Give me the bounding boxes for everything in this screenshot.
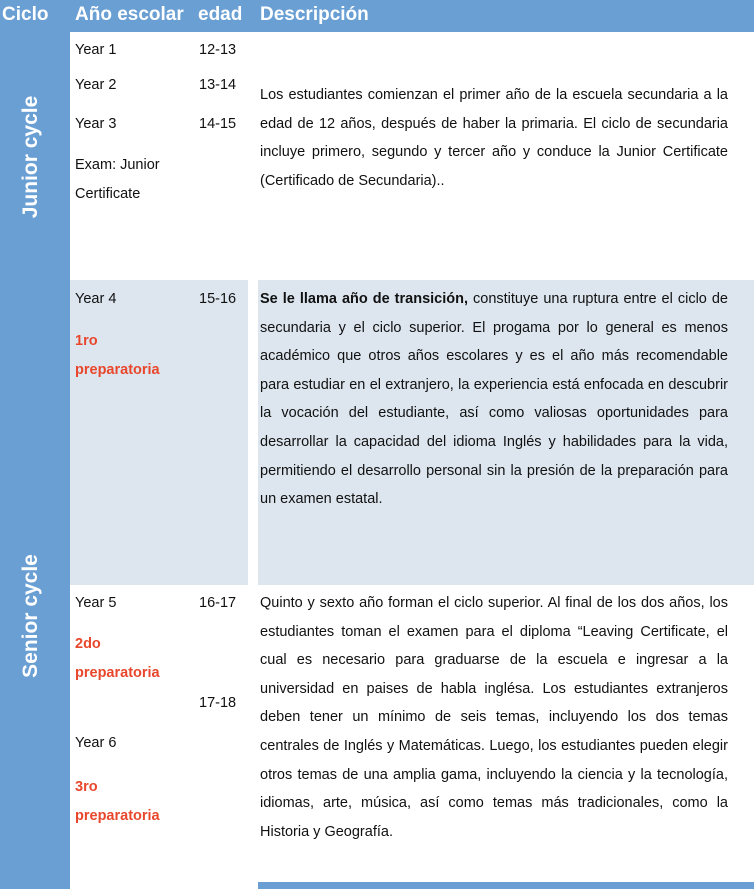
header-ciclo: Ciclo xyxy=(2,4,49,25)
senior-cycle-label: Senior cycle xyxy=(19,554,42,678)
year3-age: 14-15 xyxy=(199,116,237,132)
year2-age: 13-14 xyxy=(199,77,237,93)
year6-label: Year 6 xyxy=(75,735,117,751)
year4-label: Year 4 xyxy=(75,291,117,307)
year4-grade-line2: preparatoria xyxy=(75,362,160,378)
year1-label: Year 1 xyxy=(75,42,117,58)
transition-description-bold: Se le llama año de transición, xyxy=(260,291,468,307)
junior-cycle-label: Junior cycle xyxy=(19,95,42,219)
year5-grade-line2: preparatoria xyxy=(75,665,160,681)
year5-grade-line1: 2do xyxy=(75,636,101,652)
junior-exam-line1: Exam: Junior xyxy=(75,157,160,173)
transition-description xyxy=(260,285,728,514)
year3-label: Year 3 xyxy=(75,116,117,132)
year4-grade-line1: 1ro xyxy=(75,333,98,349)
year6-grade-line1: 3ro xyxy=(75,779,98,795)
transition-description-rest: constituye una ruptura entre el ciclo de secundaria y el ciclo superior. El progama por lo general es menos académico que otros años escolares y es el año más recomendable para estudiar en el extranjero, la experiencia está enfocada en descubrir la vocación del estudiante, así como valiosas oportunidades para desarrollar la capacidad del idioma Inglés y habilidades para la vida, permitiendo el desarrollo personal sin la presión de la preparación para un examen estatal. xyxy=(260,291,728,508)
year1-age: 12-13 xyxy=(199,42,237,58)
header-descripcion: Descripción xyxy=(260,4,369,25)
junior-description: Los estudiantes comienzan el primer año de la escuela secundaria a la edad de 12 años, después de haber la primaria. El ciclo de secundaria incluye primero, segundo y tercer año y conduce la Junior Certificate (Certificado de Secundaria).. xyxy=(260,87,728,189)
year6-age: 17-18 xyxy=(199,695,237,711)
header-edad: edad xyxy=(198,4,243,25)
year5-label: Year 5 xyxy=(75,595,117,611)
year2-label: Year 2 xyxy=(75,77,117,93)
year6-grade-line2: preparatoria xyxy=(75,808,160,824)
header-ano-escolar: Año escolar xyxy=(75,4,184,25)
year1-row xyxy=(70,32,754,68)
table-bottom-bar xyxy=(258,882,754,889)
senior-description: Quinto y sexto año forman el ciclo superior. Al final de los dos años, los estudiantes toman el examen para el diploma “Leaving Certificate, el cual es necesario para graduarse de la escuela e ingresar a la universidad en paises de habla inglésa. Los estudiantes extranjeros deben tener un mínimo de seis temas, incluyendo los dos temas centrales de Inglés y Matemáticas. Luego, los estudiantes pueden elegir otros temas de una amplia gama, incluyendo la ciencia y la tecnología, idiomas, arte, música, así como temas más tradicionales, como la Historia y Geografía. xyxy=(260,595,728,840)
junior-exam-line2: Certificate xyxy=(75,186,141,202)
year5-age: 16-17 xyxy=(199,595,237,611)
column-gap xyxy=(248,32,258,889)
year4-age: 15-16 xyxy=(199,291,237,307)
